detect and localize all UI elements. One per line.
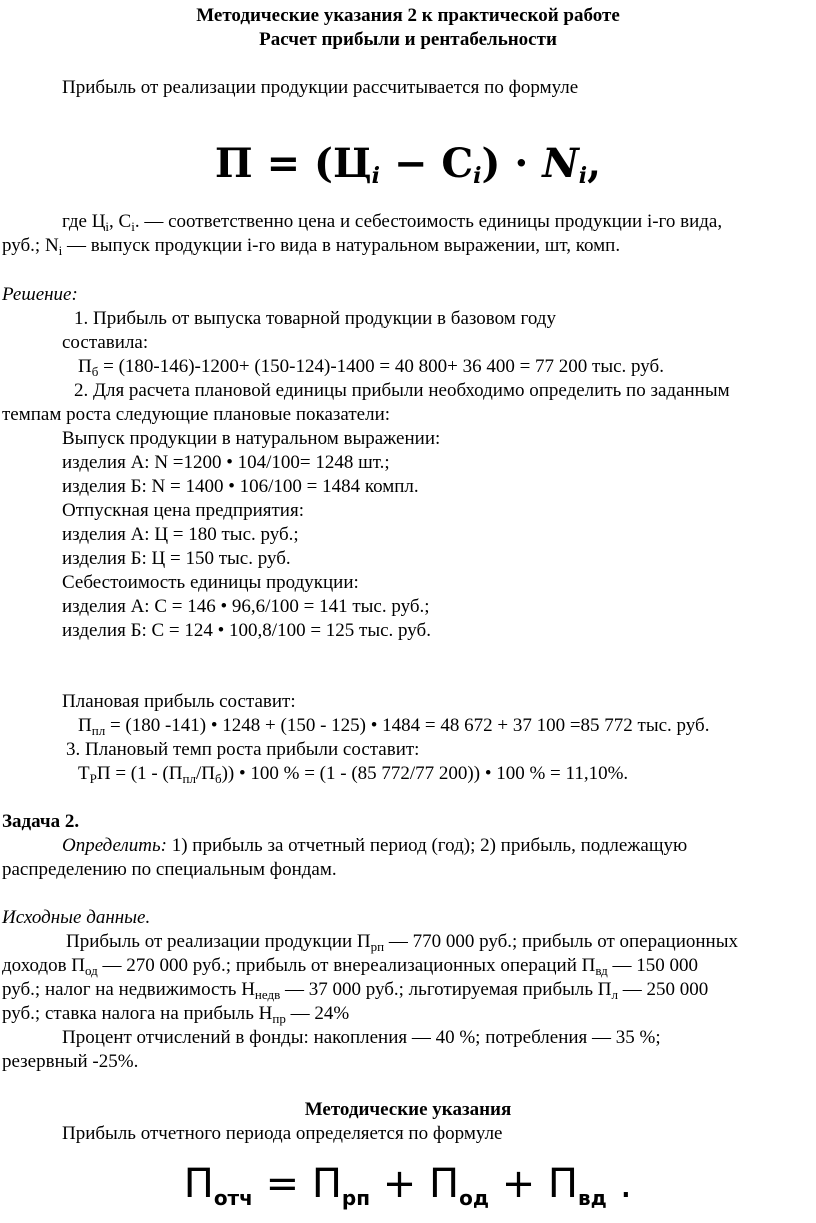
cost-product-b: изделия Б: С = 124 • 100,8/100 = 125 тыс. руб.: [62, 620, 431, 641]
solution-step-2: 2. Для расчета плановой единицы прибыли необходимо определить по заданным: [74, 380, 730, 401]
solution-step-2-cont: темпам роста следующие плановые показатели:: [2, 404, 391, 425]
planned-profit-calc: $П_{пл} = (180$ -141) • 1248 + (150 - 125) • 1484 = 48 672 + 37 100 =85 772 тыс. руб.: [78, 715, 710, 738]
definition-line-1: где $Ц_i$, $С_i$. — соответственно цена и себестоимость единицы продукции i-го вида,: [62, 211, 723, 234]
profit-formula: $П = (Ц_i - С_i) \cdot N_i$,: [214, 140, 602, 189]
price-product-a: изделия А: Ц = 180 тыс. руб.;: [62, 524, 299, 545]
guide-text: Прибыль отчетного периода определяется по формуле: [62, 1123, 503, 1144]
solution-step-1: 1. Прибыль от выпуска товарной продукции в базовом году: [74, 308, 556, 329]
definition-line-2: руб.; $N_i$ — выпуск продукции i-го вида в натуральном выражении, шт, комп.: [2, 235, 621, 258]
output-product-b: изделия Б: N = 1400 • 106/100 = 1484 компл.: [62, 476, 419, 497]
source-line-3: руб.; налог на недвижимость $Н_{недв}$ — 37 000 руб.; льготируемая прибыль $П_л$ — 250 000: [2, 979, 709, 1002]
base-profit-calc: $П_б = (180-146)-1200+ (150-124)-1400 = 40$ 800+ 36 400 = 77 200 тыс. руб.: [78, 356, 664, 379]
reporting-profit-formula: $П_{отч} = П_{рп} + П_{од} + П_{вд}$ .: [183, 1161, 633, 1210]
source-line-1: Прибыль от реализации продукции $П_{рп}$ — 770 000 руб.; прибыль от операционных: [66, 931, 738, 954]
solution-step-3: 3. Плановый темп роста прибыли составит:: [66, 739, 420, 760]
guide-title: Методические указания: [304, 1099, 512, 1120]
document-subtitle: Расчет прибыли и рентабельности: [259, 29, 557, 50]
cost-product-a: изделия А: С = 146 • 96,6/100 = 141 тыс. руб.;: [62, 596, 430, 617]
task-define: Определить: 1) прибыль за отчетный период (год); 2) прибыль, подлежащую: [62, 835, 688, 856]
task-title: Задача 2.: [2, 811, 80, 832]
output-product-a: изделия А: N =1200 • 104/100= 1248 шт.;: [62, 452, 390, 473]
source-line-4: руб.; ставка налога на прибыль $Н_{пр}$ — 24%: [2, 1003, 350, 1026]
price-heading: Отпускная цена предприятия:: [62, 500, 304, 521]
funds-line-1: Процент отчислений в фонды: накопления — 40 %; потребления — 35 %;: [62, 1027, 661, 1048]
price-product-b: изделия Б: Ц = 150 тыс. руб.: [62, 548, 291, 569]
document-title: Методические указания 2 к практической работе: [196, 5, 620, 26]
source-line-2: доходов $П_{од}$ — 270 000 руб.; прибыль от внереализационных операций $П_{вд}$ — 150 000: [2, 955, 699, 978]
solution-step-1-cont: составила:: [62, 332, 149, 353]
cost-heading: Себестоимость единицы продукции:: [62, 572, 359, 593]
planned-profit-heading: Плановая прибыль составит:: [62, 691, 296, 712]
source-data-label: Исходные данные.: [2, 907, 151, 928]
funds-line-2: резервный -25%.: [2, 1051, 139, 1072]
growth-rate-calc: $Т_РП = (1 - (П_{пл}/П_б))$ • 100 % = (1 - (85 772/77 200)) • 100 % = 11,10%.: [78, 763, 629, 786]
output-heading: Выпуск продукции в натуральном выражении:: [62, 428, 441, 449]
task-define-cont: распределению по специальным фондам.: [2, 859, 337, 880]
intro-text: Прибыль от реализации продукции рассчитывается по формуле: [62, 77, 579, 98]
solution-label: Решение:: [2, 284, 78, 305]
